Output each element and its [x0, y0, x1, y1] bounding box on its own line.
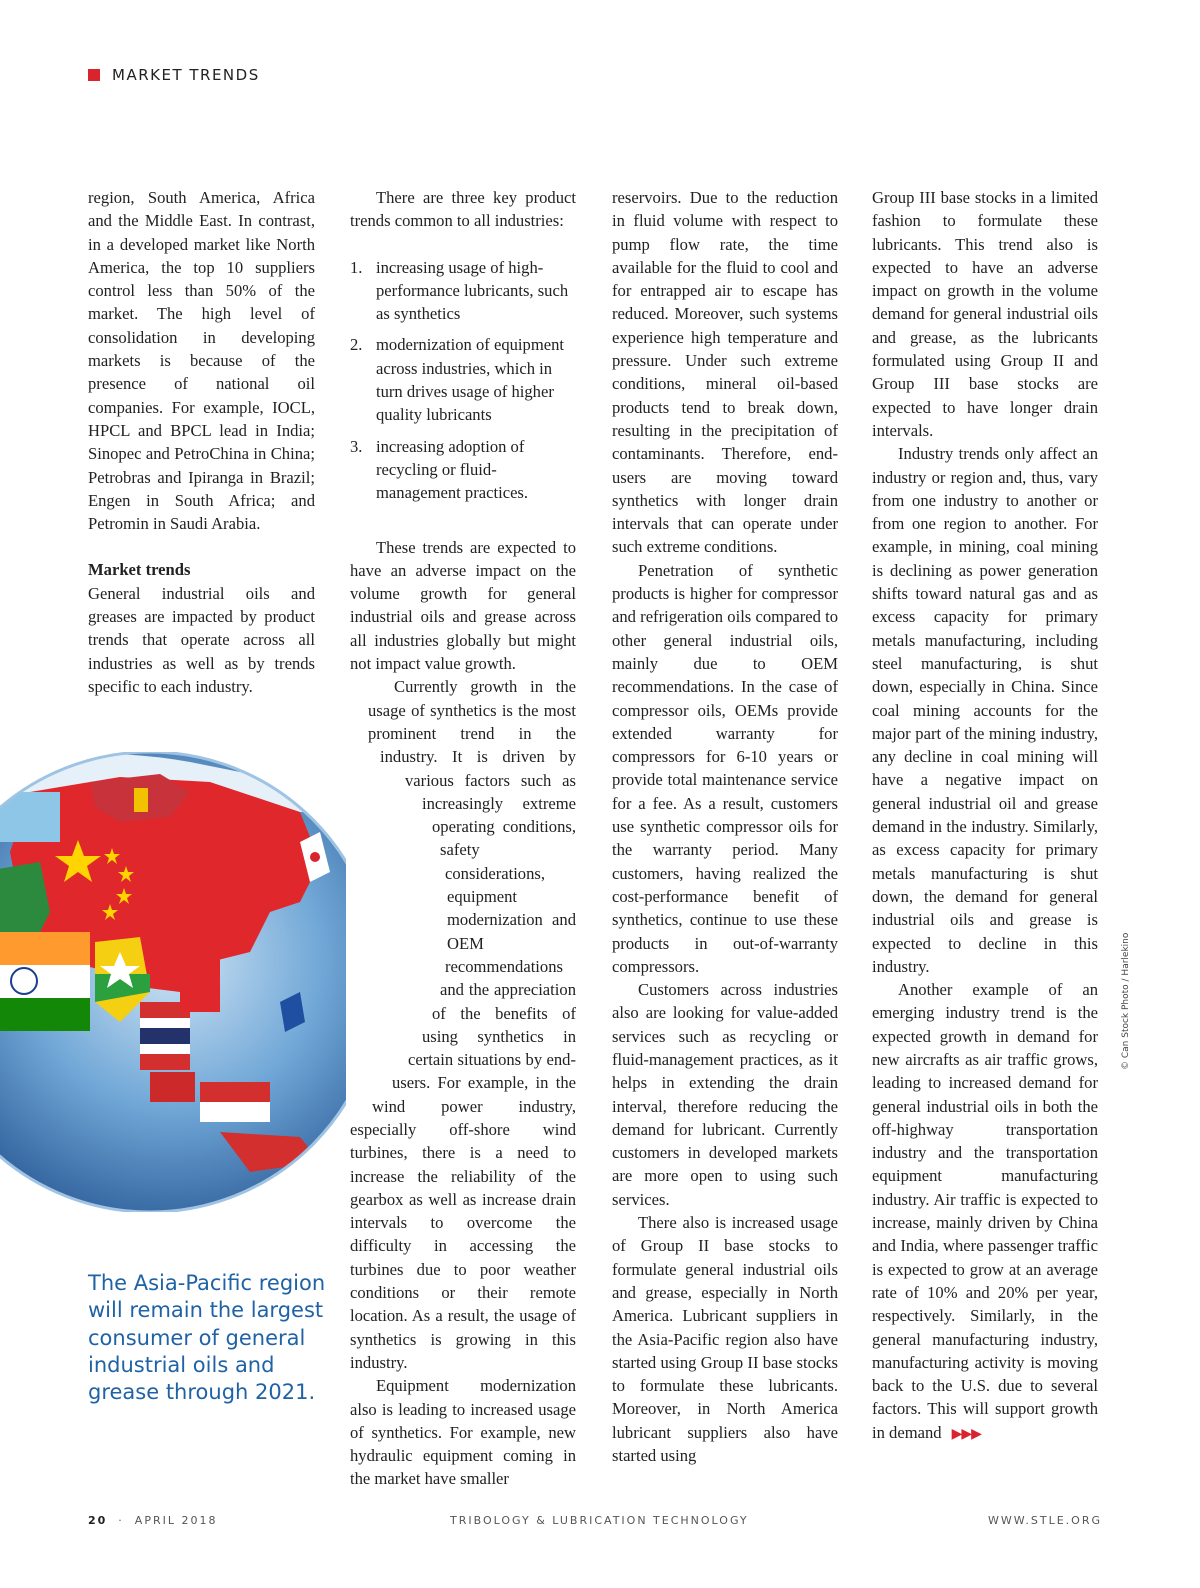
paragraph: reservoirs. Due to the reduction in fluid volume with respect to pump flow rate, the time available for the fluid to cool and for entrapped air to escape has reduced. Moreover, such systems experience high temperature and pressure. Under such extreme conditions, mineral oil-based products tend to break down, resulting in the precipitation of contaminants. Therefore, end-users are moving toward synthetics with longer drain intervals that can operate under such extreme conditions. [612, 188, 838, 557]
publication-name: TRIBOLOGY & LUBRICATION TECHNOLOGY [450, 1514, 749, 1527]
list-item: 3. increasing adoption of recycling or fluid-management practices. [350, 436, 529, 503]
section-marker [88, 69, 100, 81]
subheading-market-trends: Market trends [88, 560, 191, 580]
paragraph: There also is increased usage of Group II base stocks to formulate general industrial oils and grease, especially in North America. Lubricant suppliers in the Asia-Pacific region also have started using Group II base stocks to formulate these lubricants. Moreover, in North America lubricant suppliers also have started using [612, 1213, 838, 1466]
page-number: 20 [88, 1514, 108, 1527]
website-link[interactable]: WWW.STLE.ORG [988, 1514, 1102, 1527]
paragraph: Another example of an emerging industry trend is the expected growth in demand for new aircrafts as air traffic grows, leading to increased demand for general industrial oils in both the off-highway transportation industry and the transportation equipment manufacturing industry. Air traffic is expected to increase, mainly driven by China and India, where passenger traffic is expected to grow at an average rate of 10% and 20% per year, respectively. Similarly, in the general manufacturing industry, manufacturing activity is moving back to the U.S. due to several factors. This will support growth in demand ▶▶▶ [872, 980, 1098, 1442]
column-4 [872, 186, 1098, 1446]
paragraph: Equipment modernization also is leading to increased usage of synthetics. For example, new hydraulic equipment coming in the market have smaller [350, 1376, 576, 1489]
photo-credit: © Can Stock Photo / Harlekino [1121, 932, 1131, 1070]
list-item: 2. modernization of equipment across industries, which in turn drives usage of higher quality lubricants [350, 335, 565, 425]
paragraph: region, South America, Africa and the Middle East. In contrast, in a developed market like North America, the top 10 suppliers control less than 50% of the market. The high level of consolidation in developing markets is because of the presence of national oil companies. For example, IOCL, HPCL and BPCL lead in India; Sinopec and PetroChina in China; Petrobras and Ipiranga in Brazil; Engen in South Africa; and Petromin in Saudi Arabia. [88, 188, 315, 534]
paragraph: These trends are expected to have an adverse impact on the volume growth for general industrial oils and grease across all industries globally but might not impact value growth. [350, 537, 576, 674]
continued-arrows-icon: ▶▶▶ [951, 1425, 981, 1442]
pull-quote: The Asia-Pacific region will remain the largest consumer of general industrial oils and grease through 2021. [88, 1271, 326, 1405]
paragraph: Industry trends only affect an industry or region and, thus, vary from one industry to another or from one region to another. For example, in mining, coal mining is declining as power generation shifts toward natural gas and as excess capacity for primary metals manufacturing, including steel manufacturing, is shut down, especially in China. Since coal mining accounts for the major part of the mining industry, any decline in coal mining will have a negative impact on general industrial oil and grease demand in the industry. Similarly, as excess capacity for primary metals manufacturing is shut down, the demand for general industrial oils and grease is expected to decline in this industry. [872, 444, 1098, 976]
list-item: 1. increasing usage of high-performance lubricants, such as synthetics [350, 257, 569, 324]
paragraph: Group III base stocks in a limited fashion to formulate these lubricants. This trend also is expected to have an adverse impact on growth in the volume demand for general industrial oils and grease, as the lubricants formulated using Group II and Group III base stocks are expected to have longer drain intervals. [872, 188, 1098, 440]
paragraph: General industrial oils and greases are impacted by product trends that operate across all industries as well as by trends specific to each industry. [88, 583, 315, 696]
paragraph: Currently growth in the usage of synthetics is the most prominent trend in the industry. It is driven by various factors such as increasingly extreme operating conditions, safety considerations, equipment modernization and OEM recommendations and the appreciation of the benefits of using synthetics in certain situations by end-users. For example, in the wind power industry, especially off-shore wind turbines, there is a need to increase the reliability of the gearbox as well as increase drain intervals to overcome the difficulty in accessing the turbines due to poor weather conditions or their remote location. As a result, the usage of synthetics is growing in this industry. [350, 677, 576, 1372]
column-2 [350, 186, 576, 1491]
paragraph: Customers across industries also are looking for value-added services such as recycling or fluid-management practices, as it helps in extending the drain interval, therefore reducing the demand for lubricant. Currently customers in developed markets are more open to using such services. [612, 980, 838, 1209]
section-label: MARKET TRENDS [112, 66, 260, 84]
issue-date: APRIL 2018 [134, 1514, 218, 1527]
paragraph: There are three key product trends common to all industries: [350, 188, 576, 231]
column-1 [88, 186, 315, 698]
section-header [88, 66, 260, 84]
globe-image [0, 752, 346, 1212]
footer-left: 20 · APRIL 2018 [88, 1514, 218, 1527]
paragraph: Penetration of synthetic products is higher for compressor and refrigeration oils compared to other general industrial oils, mainly due to OEM recommendations. In the case of compressor oils, OEMs provide extended warranty for compressors for 6-10 years or provide total maintenance service for a fee. As a result, customers use synthetic compressor oils for the warranty period. Many customers, having realized the cost-performance benefit of synthetics, continue to use these products in out-of-warranty compressors. [612, 560, 838, 976]
column-3 [612, 186, 838, 1467]
trends-list [350, 256, 576, 505]
